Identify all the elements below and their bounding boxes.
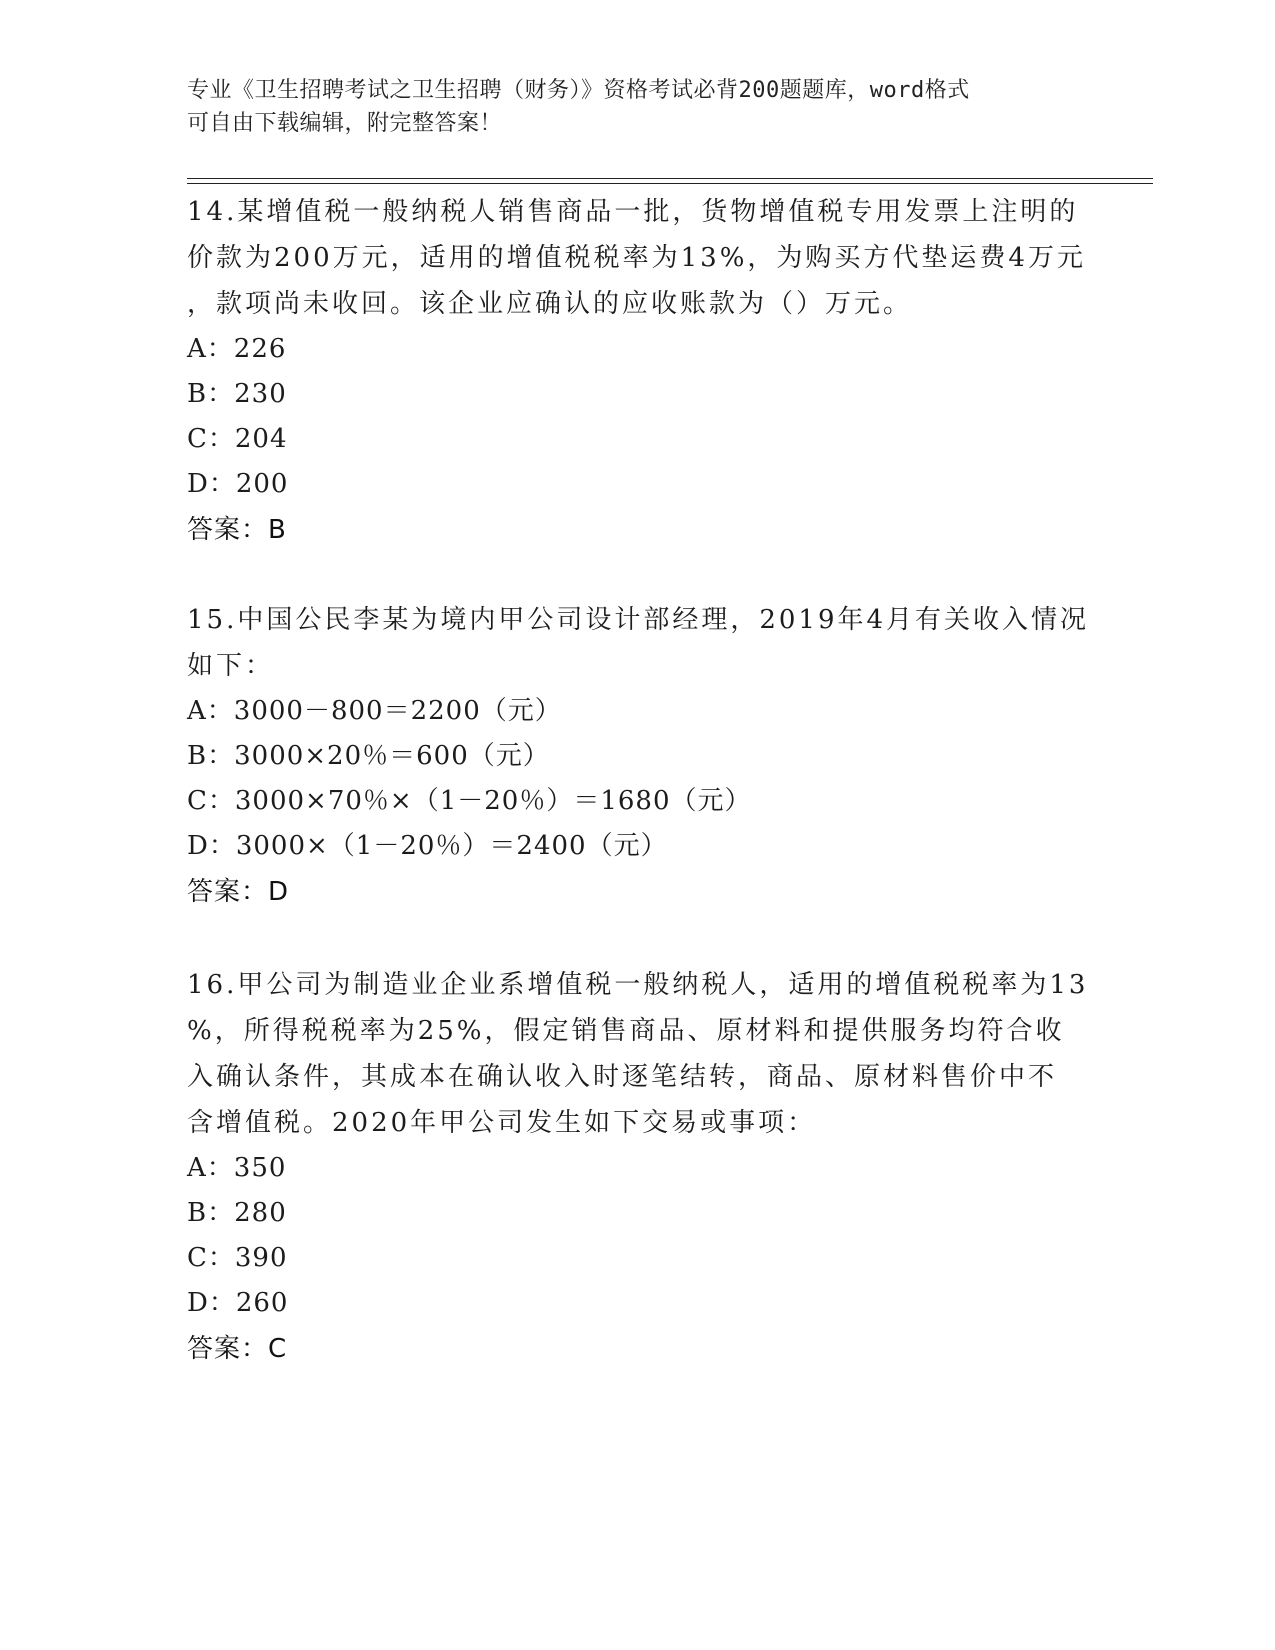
question-stem-line: 16.甲公司为制造业企业系增值税一般纳税人，适用的增值税税率为13 — [187, 970, 1089, 1000]
option-b: B：3000×20％＝600（元） — [187, 741, 550, 771]
answer-label: 答案：C — [187, 1334, 288, 1364]
option-c: C：3000×70％×（1－20％）＝1680（元） — [187, 786, 752, 816]
question-16 — [187, 962, 1107, 1372]
header-divider-bottom — [187, 183, 1153, 184]
option-a: A：3000－800＝2200（元） — [187, 696, 562, 726]
answer-label: 答案：D — [187, 877, 290, 907]
question-stem-line: 14.某增值税一般纳税人销售商品一批，货物增值税专用发票上注明的 — [187, 197, 1079, 227]
question-14 — [187, 189, 1107, 553]
question-15 — [187, 597, 1107, 915]
option-a: A：226 — [187, 334, 287, 364]
question-stem-line: ，款项尚未收回。该企业应确认的应收账款为（）万元。 — [187, 289, 913, 319]
question-stem-line: 入确认条件，其成本在确认收入时逐笔结转，商品、原材料售价中不 — [187, 1062, 1058, 1092]
question-stem-line: 如下： — [187, 651, 275, 681]
question-stem-line: %，所得税税率为25%，假定销售商品、原材料和提供服务均符合收 — [187, 1016, 1065, 1046]
option-b: B：280 — [187, 1198, 287, 1228]
answer-label: 答案：B — [187, 515, 287, 545]
option-d: D：260 — [187, 1288, 289, 1318]
option-d: D：200 — [187, 469, 289, 499]
option-b: B：230 — [187, 379, 287, 409]
option-c: C：204 — [187, 424, 288, 454]
header-line-1: 专业《卫生招聘考试之卫生招聘（财务）》资格考试必背200题题库，word格式 — [187, 78, 970, 103]
question-stem-line: 含增值税。2020年甲公司发生如下交易或事项： — [187, 1108, 817, 1138]
option-c: C：390 — [187, 1243, 288, 1273]
document-header — [187, 74, 1087, 140]
header-line-2: 可自由下载编辑，附完整答案！ — [187, 111, 503, 136]
option-a: A：350 — [187, 1153, 287, 1183]
header-divider-top — [187, 178, 1153, 179]
option-d: D：3000×（1－20％）＝2400（元） — [187, 831, 668, 861]
question-stem-line: 价款为200万元，适用的增值税税率为13%，为购买方代垫运费4万元 — [187, 243, 1086, 273]
question-stem-line: 15.中国公民李某为境内甲公司设计部经理，2019年4月有关收入情况 — [187, 605, 1090, 635]
